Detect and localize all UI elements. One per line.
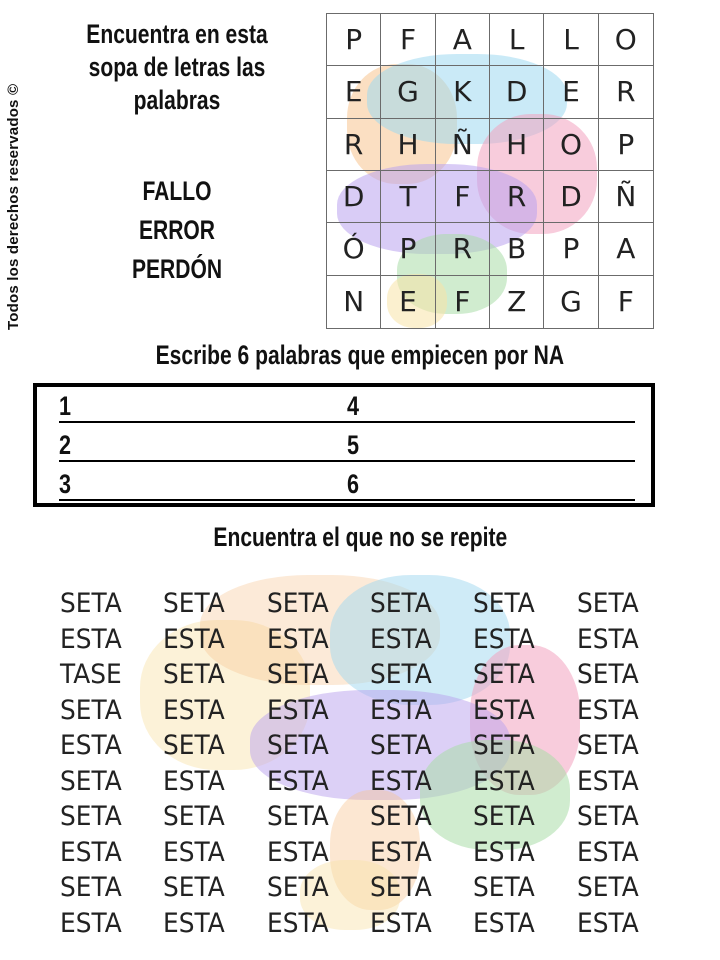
write-words-box (33, 383, 655, 507)
grid-letter[interactable]: A (599, 223, 653, 275)
word-item[interactable]: SETA (60, 801, 122, 833)
word-item[interactable]: ESTA (60, 623, 122, 655)
word-item[interactable]: SETA (266, 801, 329, 833)
grid-letter[interactable]: H (490, 119, 544, 171)
grid-letter[interactable]: E (544, 66, 598, 118)
grid-letter[interactable]: D (490, 66, 544, 118)
grid-letter[interactable]: K (436, 66, 490, 118)
word-item[interactable]: ESTA (163, 836, 226, 868)
word-item[interactable]: SETA (163, 659, 226, 691)
word-item[interactable]: SETA (576, 730, 639, 762)
word-item[interactable]: ESTA (163, 694, 226, 726)
word-item[interactable]: ESTA (266, 623, 329, 655)
grid-letter[interactable]: A (436, 14, 490, 66)
grid-letter[interactable]: O (599, 14, 653, 66)
word-item[interactable]: SETA (60, 765, 122, 797)
letter-grid (327, 14, 653, 328)
grid-letter[interactable]: Ñ (599, 171, 653, 223)
grid-letter[interactable]: R (599, 66, 653, 118)
grid-letter[interactable]: F (381, 14, 435, 66)
grid-letter[interactable]: R (327, 119, 381, 171)
line-number: 2 (59, 430, 72, 460)
line-number: 3 (59, 469, 72, 499)
word-row (60, 586, 680, 622)
grid-letter[interactable]: B (490, 223, 544, 275)
grid-letter[interactable]: P (381, 223, 435, 275)
instruction-line: palabras (133, 85, 221, 115)
grid-letter[interactable]: T (381, 171, 435, 223)
word-item[interactable]: ESTA (369, 694, 432, 726)
word-item[interactable]: ESTA (266, 694, 329, 726)
word-row (60, 764, 680, 800)
grid-letter[interactable]: F (617, 285, 634, 319)
word-item[interactable]: ESTA (369, 623, 432, 655)
word-item[interactable]: ESTA (473, 765, 536, 797)
grid-letter[interactable]: G (381, 66, 435, 118)
word-item[interactable]: ESTA (60, 907, 122, 939)
grid-letter[interactable]: P (327, 14, 381, 66)
word-item[interactable]: SETA (163, 588, 226, 620)
word-item[interactable]: ESTA (576, 907, 639, 939)
word-row (60, 693, 680, 729)
word-item[interactable]: SETA (576, 872, 639, 904)
grid-letter[interactable]: D (544, 171, 598, 223)
word-item[interactable]: ESTA (576, 694, 639, 726)
line-number: 4 (347, 391, 360, 421)
writing-line[interactable] (59, 421, 635, 423)
grid-letter[interactable]: E (381, 276, 435, 328)
word-item[interactable]: SETA (473, 872, 536, 904)
word-item[interactable]: SETA (163, 801, 226, 833)
word-to-find: PERDÓN (131, 254, 223, 284)
word-item[interactable]: SETA (60, 694, 122, 726)
word-item[interactable]: ESTA (369, 765, 432, 797)
word-item[interactable]: SETA (369, 659, 432, 691)
word-to-find: ERROR (138, 215, 216, 245)
odd-one-word-grid (60, 586, 680, 941)
word-item[interactable]: SETA (60, 588, 122, 620)
grid-letter[interactable]: D (327, 171, 381, 223)
grid-letter[interactable]: R (436, 223, 490, 275)
copyright-note: Todos los derechos reservados © (5, 83, 22, 330)
word-search-grid (326, 13, 654, 329)
word-item[interactable]: SETA (266, 730, 329, 762)
word-row (60, 870, 680, 906)
instruction-line: sopa de letras las (88, 52, 266, 82)
grid-letter[interactable]: Ñ (436, 119, 490, 171)
word-item[interactable]: ESTA (266, 836, 329, 868)
word-item[interactable]: ESTA (60, 836, 122, 868)
grid-letter[interactable]: G (544, 276, 598, 328)
grid-letter[interactable]: L (544, 14, 598, 66)
word-list (52, 172, 302, 289)
line-number: 5 (347, 430, 360, 460)
word-item[interactable]: ESTA (473, 694, 536, 726)
word-item[interactable]: ESTA (576, 623, 639, 655)
word-item[interactable]: ESTA (266, 765, 329, 797)
word-item[interactable]: ESTA (473, 836, 536, 868)
word-item[interactable]: ESTA (163, 765, 226, 797)
grid-letter[interactable]: E (327, 66, 381, 118)
word-item[interactable]: ESTA (369, 907, 432, 939)
line-number: 1 (59, 391, 72, 421)
word-item[interactable]: SETA (369, 801, 432, 833)
grid-letter[interactable]: Z (490, 276, 544, 328)
word-item[interactable]: SETA (369, 872, 432, 904)
grid-letter[interactable]: Ó (327, 223, 381, 275)
word-item[interactable]: SETA (576, 588, 639, 620)
writing-line[interactable] (59, 460, 635, 462)
grid-letter[interactable]: L (490, 14, 544, 66)
word-item[interactable]: SETA (163, 730, 226, 762)
word-search-instructions (52, 18, 302, 117)
grid-letter[interactable]: N (327, 276, 381, 328)
word-item[interactable]: ESTA (60, 730, 122, 762)
instruction-line: Encuentra en esta (86, 19, 268, 49)
word-row (60, 728, 680, 764)
word-item[interactable]: SETA (60, 872, 122, 904)
word-item[interactable]: ESTA (266, 907, 329, 939)
word-item[interactable]: SETA (266, 659, 329, 691)
word-row (60, 835, 680, 871)
word-item[interactable]: TASE (60, 659, 122, 691)
word-item[interactable]: ESTA (163, 623, 226, 655)
word-item[interactable]: ESTA (576, 765, 639, 797)
word-item[interactable]: SETA (266, 588, 329, 620)
grid-letter[interactable]: P (599, 119, 653, 171)
word-row (60, 657, 680, 693)
word-item[interactable]: SETA (473, 588, 536, 620)
grid-letter[interactable]: F (436, 276, 490, 328)
word-item[interactable]: SETA (369, 730, 432, 762)
word-item[interactable]: ESTA (473, 623, 536, 655)
word-item[interactable]: SETA (473, 730, 536, 762)
word-item[interactable]: SETA (369, 588, 432, 620)
grid-letter[interactable]: P (544, 223, 598, 275)
grid-letter[interactable]: F (436, 171, 490, 223)
word-row (60, 906, 680, 942)
odd-one-heading: Encuentra el que no se repite (213, 522, 507, 552)
word-row (60, 622, 680, 658)
write-words-heading: Escribe 6 palabras que empiecen por NA (155, 340, 565, 370)
word-item[interactable]: SETA (163, 872, 226, 904)
grid-letter[interactable]: R (490, 171, 544, 223)
line-number: 6 (347, 469, 360, 499)
word-item[interactable]: ESTA (369, 836, 432, 868)
word-row (60, 799, 680, 835)
word-item[interactable]: ESTA (163, 907, 226, 939)
writing-line[interactable] (59, 499, 635, 501)
word-item[interactable]: ESTA (473, 907, 536, 939)
grid-letter[interactable]: H (381, 119, 435, 171)
word-item[interactable]: SETA (576, 801, 639, 833)
grid-letter[interactable]: O (544, 119, 598, 171)
word-to-find: FALLO (142, 176, 212, 206)
word-item[interactable]: SETA (473, 801, 536, 833)
word-item[interactable]: SETA (576, 659, 639, 691)
word-item[interactable]: ESTA (576, 836, 639, 868)
word-item[interactable]: SETA (266, 872, 329, 904)
word-item[interactable]: SETA (473, 659, 536, 691)
